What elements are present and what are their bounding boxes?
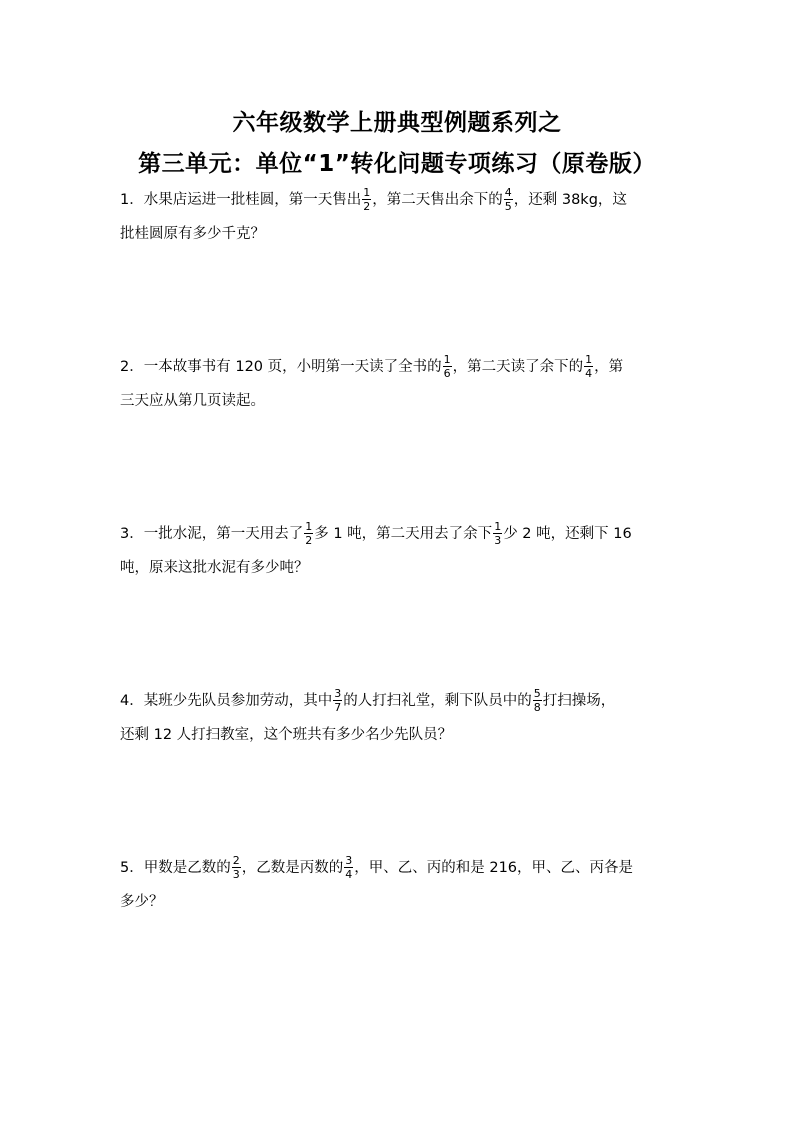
question-3 [120, 517, 685, 585]
question-number: 2． [120, 359, 144, 375]
fraction [533, 688, 542, 713]
question-text: 水果店运进一批桂圆，第一天售出 [143, 192, 362, 208]
fraction [504, 187, 513, 212]
question-number: 3． [120, 526, 144, 542]
fraction-denominator: 6 [443, 366, 451, 380]
fraction-denominator: 3 [494, 533, 502, 547]
question-text: ，甲、乙、丙的和是 216，甲、乙、丙各是 [354, 860, 634, 876]
fraction [362, 187, 371, 212]
fraction-denominator: 4 [345, 867, 353, 881]
question-4 [120, 684, 685, 752]
fraction [344, 855, 353, 880]
fraction-numerator: 1 [585, 352, 593, 366]
question-line [120, 183, 685, 217]
question-line [120, 684, 685, 718]
fraction [232, 855, 241, 880]
question-number: 1． [120, 192, 144, 208]
fraction-numerator: 1 [494, 519, 502, 533]
fraction-numerator: 3 [345, 853, 353, 867]
question-line: 还剩 12 人打扫教室，这个班共有多少名少先队员？ [120, 727, 453, 743]
fraction [493, 521, 502, 546]
fraction [333, 688, 342, 713]
fraction-denominator: 8 [533, 700, 541, 714]
fraction-numerator: 1 [363, 185, 371, 199]
question-text: ，第二天读了余下的 [452, 359, 584, 375]
fraction-denominator: 7 [334, 700, 342, 714]
question-text: 一本故事书有 120 页，小明第一天读了全书的 [143, 359, 442, 375]
fraction [304, 521, 313, 546]
fraction-numerator: 1 [443, 352, 451, 366]
page-title: 六年级数学上册典型例题系列之 [232, 110, 562, 136]
question-2 [120, 350, 685, 418]
fraction-denominator: 4 [585, 366, 593, 380]
question-line: 多少？ [120, 894, 164, 910]
question-text: 某班少先队员参加劳动，其中 [143, 693, 333, 709]
fraction-numerator: 2 [232, 853, 240, 867]
question-number: 5． [120, 860, 144, 876]
question-text: 一批水泥，第一天用去了 [143, 526, 304, 542]
fraction-numerator: 1 [305, 519, 313, 533]
fraction-numerator: 3 [334, 686, 342, 700]
question-text: 多 1 吨，第二天用去了余下 [314, 526, 493, 542]
question-text: 甲数是乙数的 [143, 860, 231, 876]
fraction [584, 354, 593, 379]
page-subtitle: 第三单元：单位“1”转化问题专项练习（原卷版） [138, 151, 656, 177]
question-text: 打扫操场， [542, 693, 616, 709]
fraction [443, 354, 452, 379]
fraction-denominator: 2 [305, 533, 313, 547]
question-5 [120, 851, 685, 919]
question-line: 批桂圆原有多少千克？ [120, 226, 265, 242]
question-line [120, 350, 685, 384]
question-text: ，第二天售出余下的 [372, 192, 503, 208]
fraction-denominator: 2 [363, 199, 371, 213]
fraction-denominator: 5 [504, 199, 512, 213]
question-text: ，第 [594, 359, 624, 375]
question-line: 三天应从第几页读起。 [120, 393, 265, 409]
question-1 [120, 183, 685, 251]
fraction-numerator: 4 [504, 185, 512, 199]
fraction-denominator: 3 [232, 867, 240, 881]
question-text: ，乙数是丙数的 [241, 860, 344, 876]
fraction-numerator: 5 [533, 686, 541, 700]
question-line [120, 517, 685, 551]
question-text: 少 2 吨，还剩下 16 [503, 526, 632, 542]
question-text: 的人打扫礼堂，剩下队员中的 [343, 693, 532, 709]
question-line [120, 851, 685, 885]
question-number: 4． [120, 693, 144, 709]
question-line: 吨，原来这批水泥有多少吨？ [120, 560, 309, 576]
question-text: ，还剩 38kg，这 [513, 192, 627, 208]
